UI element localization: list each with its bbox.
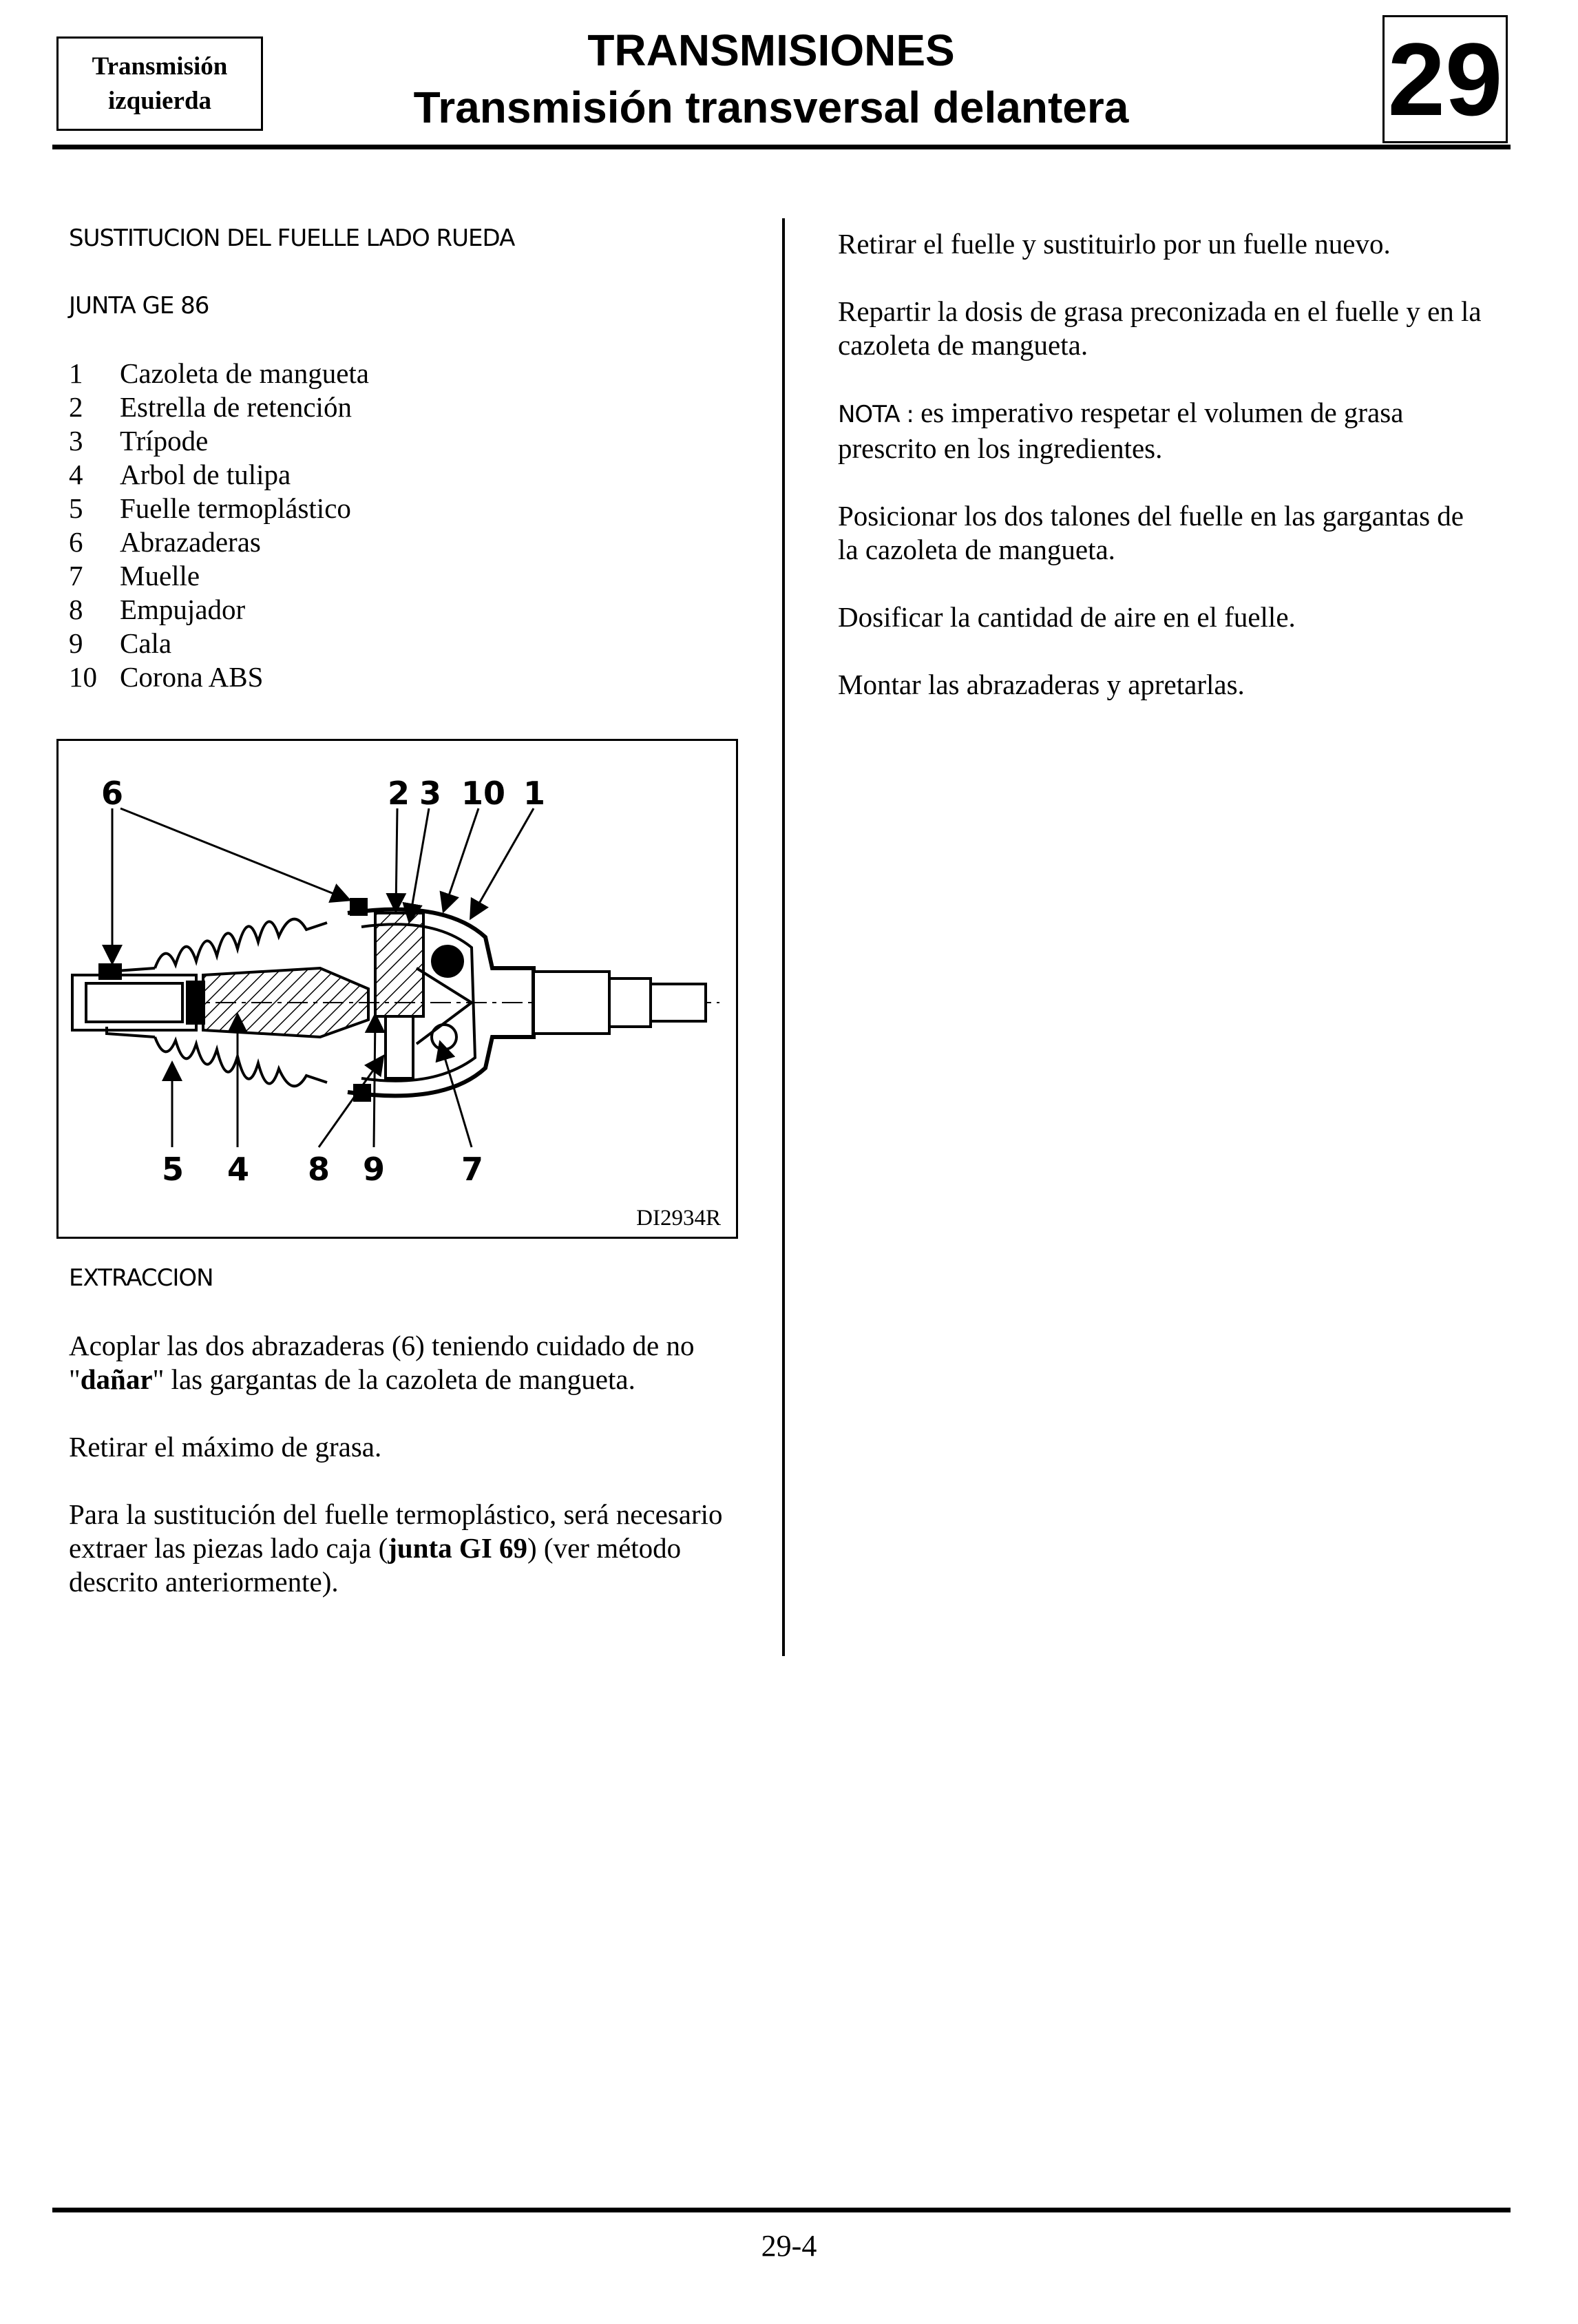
extraction-paragraph-2: Retirar el máximo de grasa.: [69, 1431, 382, 1463]
list-item: 10 Corona ABS: [69, 661, 264, 693]
extraction-heading: EXTRACCION: [69, 1264, 213, 1292]
right-paragraph-1: Retirar el fuelle y sustituirlo por un fuelle nuevo.: [838, 228, 1391, 260]
footer-rule: [52, 2208, 1511, 2212]
callout-4: 4: [227, 1151, 250, 1188]
right-paragraph-5: Dosificar la cantidad de aire en el fuelle.: [838, 601, 1296, 633]
section-label-box: [56, 36, 263, 131]
callout-8: 8: [308, 1151, 330, 1188]
right-paragraph-4: Posicionar los dos talones del fuelle en las gargantas de la cazoleta de mangueta.: [838, 500, 1464, 565]
page-number: 29-4: [761, 2229, 817, 2263]
list-item: 8 Empujador: [69, 594, 246, 625]
extraction-paragraph-1: Acoplar las dos abrazaderas (6) teniendo cuidado de no "dañar" las gargantas de la cazoleta de mangueta.: [69, 1330, 695, 1395]
cv-joint-drawing: [59, 741, 736, 1237]
list-item: 1 Cazoleta de mangueta: [69, 357, 369, 389]
callout-5: 5: [162, 1151, 185, 1188]
page-subtitle: Transmisión transversal delantera: [413, 83, 1129, 132]
callout-1: 1: [523, 775, 546, 812]
list-item: 9 Cala: [69, 627, 172, 659]
chapter-number: 29: [1382, 15, 1508, 143]
list-item: 4 Arbol de tulipa: [69, 459, 291, 490]
right-paragraph-6: Montar las abrazaderas y apretarlas.: [838, 669, 1245, 700]
list-item: 5 Fuelle termoplástico: [69, 492, 351, 524]
figure-reference: DI2934R: [636, 1206, 721, 1231]
parts-section: [69, 222, 730, 694]
section-label-line2: izquierda: [107, 86, 212, 115]
callout-9: 9: [363, 1151, 386, 1188]
parts-list: [69, 357, 730, 694]
callout-10: 10: [461, 775, 506, 812]
list-item: 6 Abrazaderas: [69, 526, 261, 558]
section-heading: SUSTITUCION DEL FUELLE LADO RUEDA: [69, 224, 515, 252]
cv-joint-diagram: [56, 739, 738, 1239]
section-label-line1: Transmisión: [92, 52, 228, 81]
callout-3: 3: [419, 775, 442, 812]
joint-subheading: JUNTA GE 86: [69, 292, 209, 320]
page-title: TRANSMISIONES: [587, 25, 955, 75]
right-column: [838, 227, 1485, 702]
header-rule: [52, 145, 1511, 149]
list-item: 2 Estrella de retención: [69, 391, 352, 423]
note-label: NOTA :: [838, 401, 914, 428]
list-item: 7 Muelle: [69, 560, 200, 592]
header-titles: [289, 21, 1253, 135]
callout-6: 6: [101, 775, 124, 812]
note-paragraph: NOTA : es imperativo respetar el volumen de grasa prescrito en los ingredientes.: [838, 397, 1404, 464]
column-divider: [782, 218, 785, 1656]
callout-2: 2: [388, 775, 410, 812]
extraction-paragraph-3: Para la sustitución del fuelle termoplástico, será necesario extraer las piezas lado caja (junta GI 69) (ver método descrito anteriormente).: [69, 1498, 723, 1598]
list-item: 3 Trípode: [69, 425, 209, 457]
callout-7: 7: [461, 1151, 484, 1188]
right-paragraph-2: Repartir la dosis de grasa preconizada en el fuelle y en la cazoleta de mangueta.: [838, 295, 1482, 361]
extraction-section: [69, 1262, 730, 1599]
